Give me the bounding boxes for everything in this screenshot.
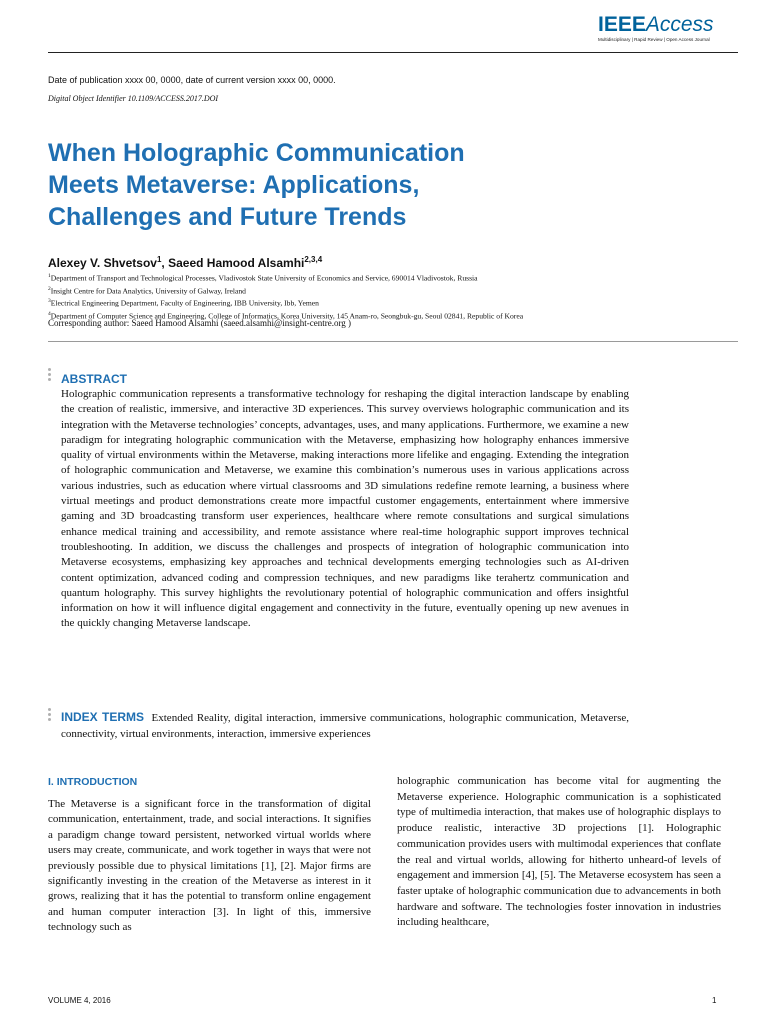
affiliation-number: 3: [48, 298, 51, 305]
affiliation-number: 1: [48, 273, 51, 279]
author-separator: ,: [161, 256, 169, 270]
author-affiliation-mark: 1: [156, 255, 162, 264]
title-line: Meets Metaverse: Applications,: [48, 171, 420, 199]
paper-title: [48, 137, 648, 233]
abstract-dots-icon: [48, 368, 52, 383]
header-rule: [48, 52, 738, 53]
affiliation-text: Electrical Engineering Department, Faculty of Engineering, IBB University, Ibb, Yemen: [50, 299, 319, 308]
doi-line: Digital Object Identifier 10.1109/ACCESS.2017.DOI: [48, 94, 219, 103]
author-list: [48, 255, 322, 270]
logo-ieee-text: IEEE: [598, 13, 646, 36]
author-affiliation-mark: 2,3,4: [304, 255, 323, 264]
introduction-heading: I. INTRODUCTION: [48, 776, 138, 788]
intro-left-column: The Metaverse is a significant force in the transformation of digital communication, entertainment, trade, and social interactions. It signifies a paradigm change toward persistent, networked virtual worlds where users may create, communicate, and work together in ways that were not previously possible due to physical limitations [1], [2]. Major firms are significantly investing in the creation of the Metaverse as interest in it grows, realizing that it has the potential to transform online engagement and human computer interaction [3]. In light of this, immersive technology such as: [48, 798, 371, 934]
section-rule: [48, 341, 738, 342]
journal-logo-wordmark: [598, 14, 738, 35]
journal-tagline: Multidisciplinary | Rapid Review | Open Access Journal: [598, 37, 710, 42]
affiliation-text: Insight Centre for Data Analytics, University of Galway, Ireland: [50, 286, 246, 296]
affiliation-item: [48, 296, 738, 309]
logo-access-text: Access: [645, 13, 714, 36]
affiliation-text: Department of Computer Science and Engineering, College of Informatics, Korea University, 145 Anam-ro, Seongbuk-gu, Seoul 02841, Republic of Korea: [50, 311, 524, 321]
affiliation-number: 4: [48, 311, 51, 318]
affiliation-item: [48, 284, 738, 297]
abstract-body: Holographic communication represents a transformative technology for reshaping the digital interaction landscape by enabling the creation of realistic, immersive, and interactive 3D experiences. This survey overviews holographic communication and its integration with the Metaverse technologies’ concepts, advantages, uses, and many applications. Furthermore, we examine a new paradigm for integrating holographic communication with the Metaverse, emphasizing how holography enhances immersive quality of virtual environments within the Metaverse, making interactions more lifelike and engaging. Extending the integration of holographic communication and Metaverse, we examine this combination’s numerous uses in various applications across various industries, such as education where virtual classrooms and 3D simulations redefine remote learning, a business where virtual meetings and product demonstrations create more impactful customer engagements, entertainment where immersive gaming and 3D broadcasting transform user experiences, healthcare where remote consultations and surgical simulations enhance medical training and accessibility, and remote assistance where real-time holographic support improves technical troubleshooting. In addition, we discuss the challenges and prospects of integration of holographic communication into Metaverse ecosystems, emphasizing key approaches and technical developments emerging technologies such as AI-driven content optimization, advanced coding and compression techniques, and new paradigms like terahertz communication and quantum holography. This survey highlights the revolutionary potential of holographic communication and offers insightful information on how it will influence digital engagement and connectivity in the future, eventually opening up new avenues in the quickly changing Metaverse landscape.: [61, 388, 629, 630]
author-name: Saeed Hamood Alsamhi: [168, 256, 305, 270]
affiliation-item: [48, 271, 738, 284]
publication-date: Date of publication xxxx 00, 0000, date of current version xxxx 00, 0000.: [48, 75, 336, 85]
title-line: When Holographic Communication: [48, 139, 465, 167]
corresponding-author: Corresponding author: Saeed Hamood Alsamhi (saeed.alsamhi@insight-centre.org ): [48, 318, 352, 328]
affiliation-list: [48, 271, 738, 322]
index-terms-dots-icon: [48, 708, 52, 723]
intro-right-column: holographic communication has become vital for augmenting the Metaverse experience. Holographic communication is a sophisticated type of multimedia interaction, that makes use of holographic displays to produce realistic, interactive 3D projections [1]. Holographic communication provides users with multimodal experiences that conflate the real and virtual worlds, allowing for hitherto unheard-of levels of engagement and immersion [4], [5]. The Metaverse ecosystem has seen a faster uptake of holographic communication due to advancements in both hardware and software. The technologies foster innovation in industries including healthcare,: [397, 775, 721, 929]
author-name: Alexey V. Shvetsov: [48, 256, 157, 270]
page-number: 1: [712, 996, 717, 1005]
index-terms-body: Extended Reality, digital interaction, immersive communications, holographic communication, Metaverse, connectivity, virtual environments, interaction, immersive experiences: [61, 712, 629, 740]
title-line: Challenges and Future Trends: [48, 203, 407, 231]
journal-logo: [598, 14, 738, 42]
footer-volume: VOLUME 4, 2016: [48, 996, 111, 1005]
affiliation-text: Department of Transport and Technological Processes, Vladivostok State University of Economics and Service, 690014 Vladivostok, Russia: [50, 273, 478, 283]
index-terms-block: [61, 710, 629, 742]
index-terms-heading: INDEX TERMS: [61, 710, 145, 724]
abstract-heading: ABSTRACT: [61, 372, 127, 386]
affiliation-number: 2: [48, 285, 51, 292]
